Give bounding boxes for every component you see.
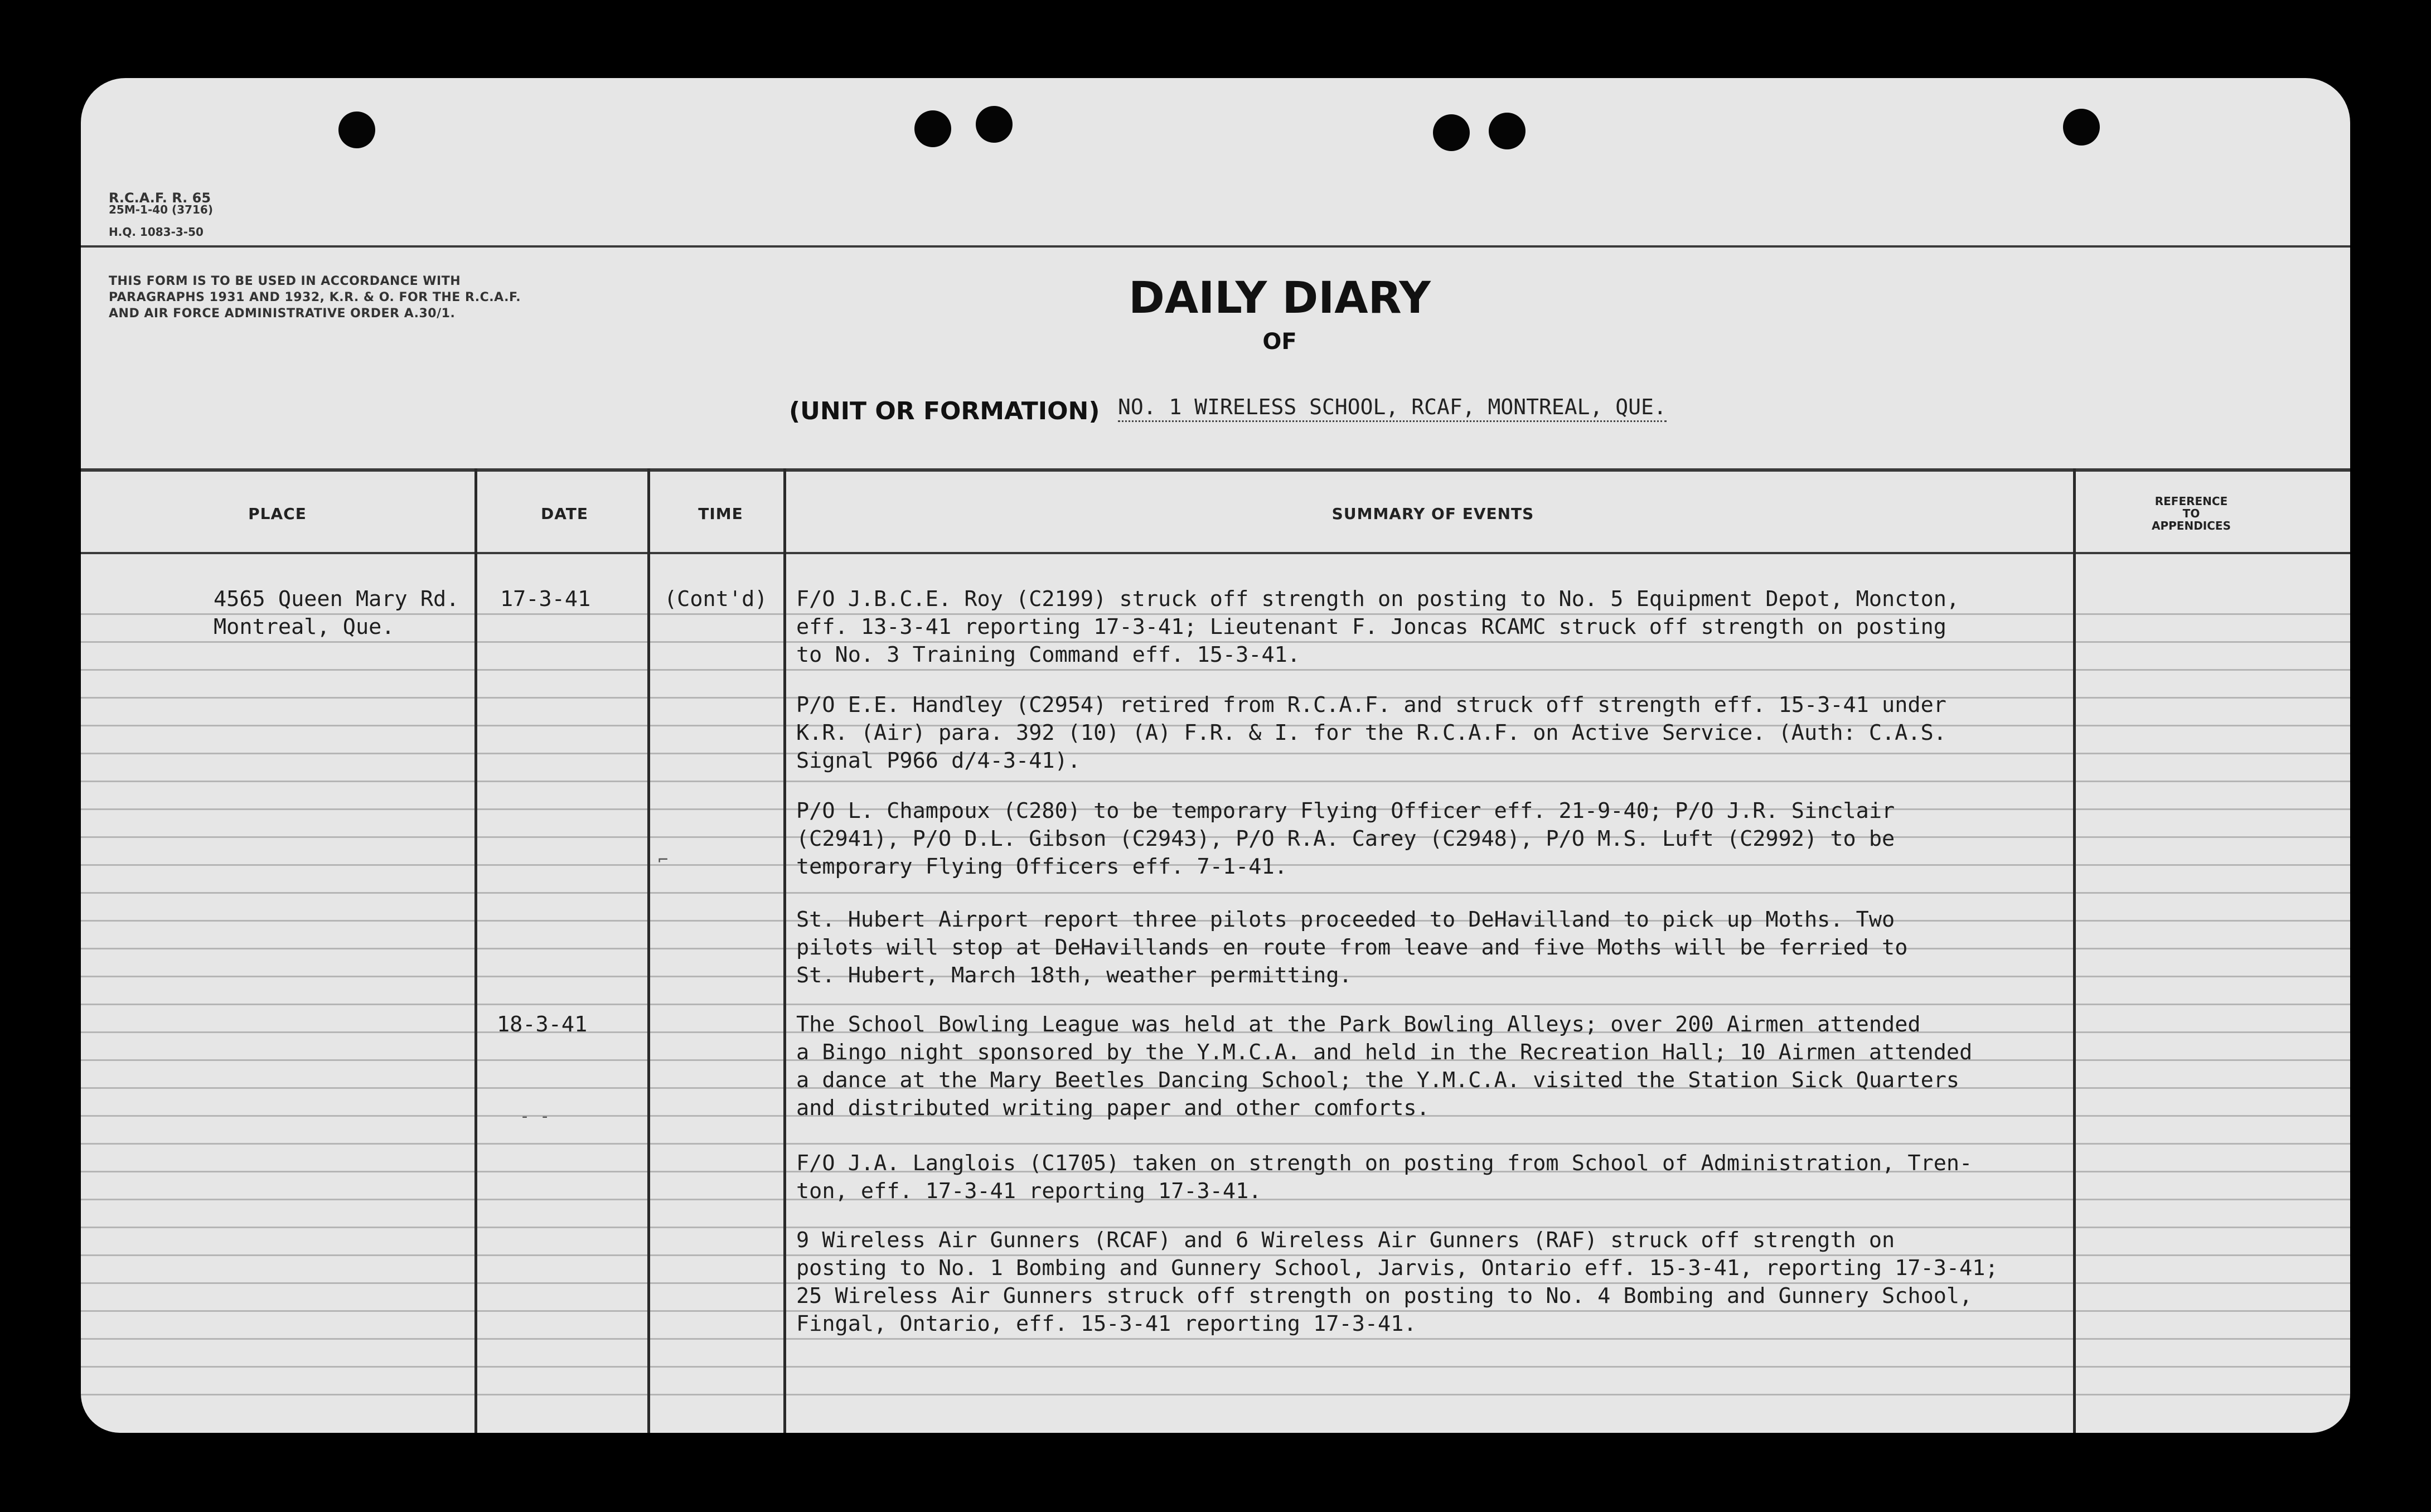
event-entry: P/O E.E. Handley (C2954) retired from R.C.A.F. and struck off strength eff. 15-3-41 under K.R. (Air) para. 392 (10) (A) F.R. & I. for the R.C.A.F. on Active Service. (Auth: C.A.S. Signal P966 d/4-3-41). [796, 692, 1946, 773]
event-entry: F/O J.A. Langlois (C1705) taken on strength on posting from School of Administration, Tren- ton, eff. 17-3-41 reporting 17-3-41. [796, 1151, 1973, 1204]
ruled-line [81, 1004, 2350, 1005]
column-header-reference: REFERENCE TO APPENDICES [2152, 495, 2231, 532]
pencil-mark: - - [520, 1107, 550, 1126]
date-cell: 18-3-41 [497, 1012, 588, 1037]
ruled-line [81, 669, 2350, 671]
punch-hole [1489, 113, 1526, 149]
ruled-line [81, 1338, 2350, 1340]
header-rule [81, 245, 2350, 248]
column-header-summary: SUMMARY OF EVENTS [1331, 505, 1534, 523]
date-cell: 17-3-41 [500, 587, 591, 612]
event-entry: The School Bowling League was held at the Park Bowling Alleys; over 200 Airmen attended a Bingo night sponsored by the Y.M.C.A. and held in the Recreation Hall; 10 Airmen attended a dance at the Mary Beetles Dancing School; the Y.M.C.A. visited the Station Sick Quarters and distributed writing paper and other comforts. [796, 1012, 1973, 1121]
event-entry: St. Hubert Airport report three pilots proceeded to DeHavilland to pick up Moths. Two pilots will stop at DeHavillands en route from leave and five Moths will be ferried to St. Hubert, March 18th, weather permitting. [796, 907, 1908, 988]
form-code: R.C.A.F. R. 65 25M-1-40 (3716) H.Q. 1083-3-50 [109, 190, 213, 239]
column-header-rule [81, 552, 2350, 554]
unit-value: NO. 1 WIRELESS SCHOOL, RCAF, MONTREAL, QUE. [1118, 395, 1667, 422]
punch-hole [914, 110, 951, 147]
time-cell: (Cont'd) [664, 587, 768, 612]
diary-card [81, 78, 2350, 1433]
punch-hole [1433, 114, 1470, 151]
ruled-line [81, 1394, 2350, 1395]
column-divider [647, 468, 650, 1433]
ruled-line [81, 892, 2350, 894]
column-divider [474, 468, 477, 1433]
title-of: OF [1262, 329, 1297, 355]
pencil-mark: ⌐ [658, 850, 669, 870]
ruled-line [81, 1366, 2350, 1368]
column-header-place: PLACE [248, 505, 307, 523]
column-header-date: DATE [541, 505, 588, 523]
table-top-rule [81, 468, 2350, 472]
punch-hole [976, 106, 1013, 143]
unit-label: (UNIT OR FORMATION) [789, 397, 1100, 425]
event-entry: P/O L. Champoux (C280) to be temporary Flying Officer eff. 21-9-40; P/O J.R. Sinclair (C2941), P/O D.L. Gibson (C2943), P/O R.A. Carey (C2948), P/O M.S. Luft (C2992) to be temporary Flying Officers eff. 7-1-41. [796, 798, 1895, 879]
form-instructions: THIS FORM IS TO BE USED IN ACCORDANCE WITH PARAGRAPHS 1931 AND 1932, K.R. & O. FOR THE R.C.A.F. AND AIR FORCE ADMINISTRATIVE ORDER A.30/1. [109, 274, 521, 321]
page-title: DAILY DIARY [1129, 273, 1431, 323]
place-cell: 4565 Queen Mary Rd. Montreal, Que. [214, 587, 459, 639]
column-header-time: TIME [698, 505, 743, 523]
event-entry: F/O J.B.C.E. Roy (C2199) struck off strength on posting to No. 5 Equipment Depot, Moncton, eff. 13-3-41 reporting 17-3-41; Lieutenant F. Joncas RCAMC struck off strength on posting to No. 3 Training Command eff. 15-3-41. [796, 587, 1960, 667]
event-entry: 9 Wireless Air Gunners (RCAF) and 6 Wireless Air Gunners (RAF) struck off strength on posting to No. 1 Bombing and Gunnery School, Jarvis, Ontario eff. 15-3-41, reporting 17-3-41; 25 Wireless Air Gunners struck off strength on posting to No. 4 Bombing and Gunnery School, Fingal, Ontario, eff. 15-3-41 reporting 17-3-41. [796, 1228, 1998, 1336]
ruled-line [81, 781, 2350, 782]
punch-hole [338, 112, 375, 148]
column-divider [783, 468, 786, 1433]
punch-hole [2063, 109, 2100, 146]
ruled-line [81, 1143, 2350, 1145]
